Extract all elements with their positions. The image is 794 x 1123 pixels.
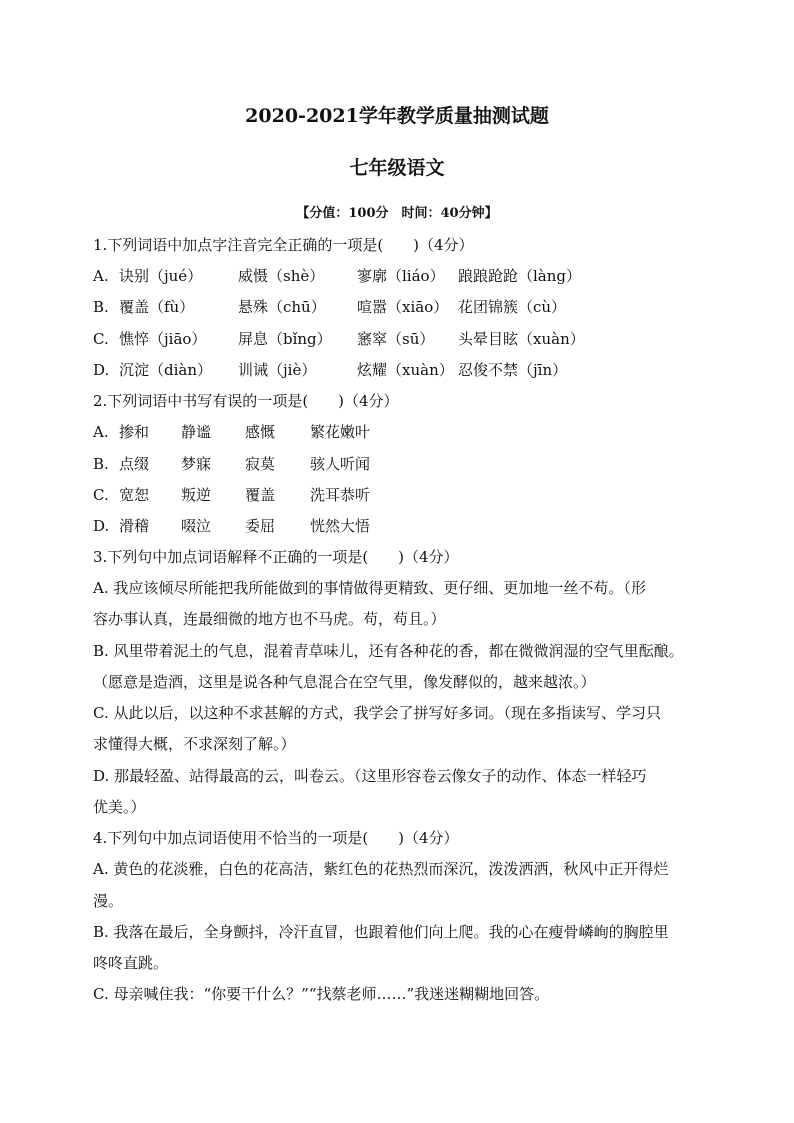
option-label: A. — [93, 423, 109, 441]
option-item: 委屈 — [245, 517, 276, 535]
option-label: C. — [93, 486, 109, 504]
option-item: 宽恕 — [119, 486, 150, 504]
option-item: 忍俊不禁（jīn） — [458, 361, 568, 379]
q2-stem: 2.下列词语中书写有误的一项是( )（4分） — [93, 392, 399, 410]
score-time-info: 【分值：100分 时间：40分钟】 — [296, 206, 498, 221]
q3-option-c-line2: 求懂得大概，不求深刻了解。） — [93, 735, 296, 753]
option-item: 覆盖（fù） — [119, 298, 195, 316]
q1-option-c — [93, 329, 705, 349]
option-item: 窸窣（sū） — [357, 330, 435, 348]
option-item: 喧嚣（xiāo） — [357, 298, 449, 316]
option-label: C. — [93, 330, 109, 348]
q1-option-a — [93, 266, 705, 286]
option-label: B. — [93, 455, 109, 473]
q4-option-b-line2: 咚咚直跳。 — [93, 954, 169, 972]
option-label: D. — [93, 517, 110, 535]
option-item: 恍然大悟 — [310, 517, 371, 535]
option-item: 骇人听闻 — [310, 455, 371, 473]
option-item: 叛逆 — [181, 486, 212, 504]
option-item: 憔悴（jiāo） — [119, 330, 207, 348]
q2-option-a — [93, 422, 705, 442]
option-item: 繁花嫩叶 — [310, 423, 371, 441]
option-item: 寥廓（liáo） — [357, 267, 445, 285]
option-label: B. — [93, 298, 109, 316]
q1-option-d — [93, 360, 705, 380]
q1-option-b — [93, 297, 705, 317]
option-item: 屏息（bǐng） — [238, 330, 332, 348]
q3-option-b-line1: B. 风里带着泥土的气息，混着青草味儿，还有各种花的香，都在微微润湿的空气里酝酿。 — [93, 642, 684, 660]
q2-option-b — [93, 454, 705, 474]
option-item: 沉淀（diàn） — [119, 361, 213, 379]
option-label: D. — [93, 361, 110, 379]
exam-subtitle: 七年级语文 — [349, 157, 445, 179]
option-item: 静谧 — [181, 423, 212, 441]
q4-option-c-line1: C. 母亲喊住我：“你要干什么？”“找蔡老师……”我迷迷糊糊地回答。 — [93, 985, 550, 1003]
option-item: 花团锦簇（cù） — [458, 298, 567, 316]
option-item: 梦寐 — [181, 455, 212, 473]
option-item: 滑稽 — [119, 517, 150, 535]
option-item: 洗耳恭听 — [310, 486, 371, 504]
option-label: A. — [93, 267, 109, 285]
option-item: 覆盖 — [245, 486, 276, 504]
q4-stem: 4.下列句中加点词语使用不恰当的一项是( )（4分） — [93, 829, 459, 847]
option-item: 训诫（jiè） — [238, 361, 317, 379]
q3-option-a-line2: 容办事认真，连最细微的地方也不马虎。苟，苟且。） — [93, 610, 446, 628]
option-item: 寂莫 — [245, 455, 276, 473]
option-item: 诀别（jué） — [119, 267, 203, 285]
option-item: 点缀 — [119, 455, 150, 473]
option-item: 感慨 — [245, 423, 276, 441]
q4-option-b-line1: B. 我落在最后，全身颤抖，冷汗直冒，也跟着他们向上爬。我的心在瘦骨嶙峋的胸腔里 — [93, 923, 669, 941]
q3-option-d-line2: 优美。） — [93, 798, 146, 816]
option-item: 威慑（shè） — [238, 267, 325, 285]
q3-option-c-line1: C. 从此以后，以这种不求甚解的方式，我学会了拼写好多词。（现在多指读写、学习只 — [93, 704, 661, 722]
exam-title: 2020-2021学年教学质量抽测试题 — [245, 105, 549, 127]
option-item: 啜泣 — [181, 517, 212, 535]
q3-option-b-line2: （愿意是造酒，这里是说各种气息混合在空气里，像发酵似的，越来越浓。） — [93, 673, 596, 691]
q2-option-c — [93, 485, 705, 505]
option-item: 炫耀（xuàn） — [357, 361, 454, 379]
q4-option-a-line2: 漫。 — [93, 892, 124, 910]
option-item: 掺和 — [119, 423, 150, 441]
q4-option-a-line1: A. 黄色的花淡雅，白色的花高洁，紫红色的花热烈而深沉，泼泼洒洒，秋风中正开得烂 — [93, 860, 669, 878]
option-item: 悬殊（chū） — [238, 298, 326, 316]
option-item: 头晕目眩（xuàn） — [458, 330, 585, 348]
q3-option-a-line1: A. 我应该倾尽所能把我所能做到的事情做得更精致、更仔细、更加地一丝不苟。（形 — [93, 579, 646, 597]
q3-stem: 3.下列句中加点词语解释不正确的一项是( )（4分） — [93, 548, 459, 566]
q3-option-d-line1: D. 那最轻盈、站得最高的云，叫卷云。（这里形容卷云像女子的动作、体态一样轻巧 — [93, 767, 647, 785]
q2-option-d — [93, 516, 705, 536]
option-item: 踉踉跄跄（làng） — [458, 267, 582, 285]
q1-stem: 1.下列词语中加点字注音完全正确的一项是( )（4分） — [93, 236, 474, 254]
